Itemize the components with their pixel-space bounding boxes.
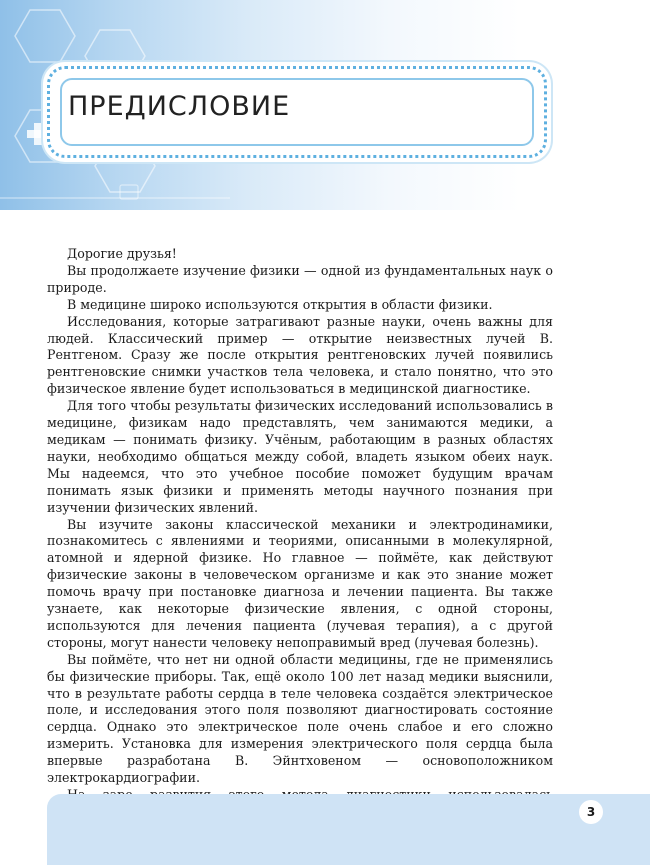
paragraph: Исследования, которые затрагивают разные науки, очень важны для людей. Классический пример — открытие неизвестных лучей В. Рентгеном. Сразу же после открытия рентгеновских лучей появились рентгеновские снимки участков тела человека, и стало понятно, что это физическое явление будет использоваться в медицинской диагностике.: [47, 313, 553, 397]
paragraph: Вы изучите законы классической механики и электродинамики, познакомитесь с явлениями и теориями, описанными в молекулярной, атомной и ядерной физике. Но главное — поймёте, как действуют физические законы в человеческом организме и как это знание может помочь врачу при постановке диагноза и лечении пациента. Вы также узнаете, как некоторые физические явления, с одной стороны, используются для лечения пациента (лучевая терапия), а с другой стороны, могут нанести человеку непоправимый вред (лучевая болезнь).: [47, 516, 553, 650]
greeting: Дорогие друзья!: [67, 246, 177, 261]
title-frame: [47, 66, 547, 158]
paragraph: В медицине широко используются открытия в области физики.: [67, 296, 493, 312]
paragraph: Вы продолжаете изучение физики — одной из фундаментальных наук о природе.: [47, 262, 553, 295]
page-number: 3: [579, 800, 603, 824]
page-title: ПРЕДИСЛОВИЕ: [68, 91, 291, 122]
paragraph: Для того чтобы результаты физических исследований использовались в медицине, физикам надо представлять, чем занимаются медики, а медикам — понимать физику. Учёным, работающим в разных областях науки, необходимо общаться между собой, владеть языком обеих наук. Мы надеемся, что это учебное пособие поможет будущим врачам понимать язык физики и применять методы научного познания при изучении физических явлений.: [47, 398, 553, 515]
body-text: [47, 246, 553, 855]
footer-bar: [47, 794, 650, 865]
paragraph: Вы поймёте, что нет ни одной области медицины, где не применялись бы физические приборы. Так, ещё около 100 лет назад медики выяснили, что в результате работы сердца в теле человека создаётся электрическое поле, и исследования этого поля позволяют диагностировать состояние сердца. Однако это электрическое поле очень слабое и его сложно измерить. Установка для измерения электрического поля сердца была впервые разработана В. Эйнтховеном — основоположником электрокардиографии.: [47, 651, 553, 786]
